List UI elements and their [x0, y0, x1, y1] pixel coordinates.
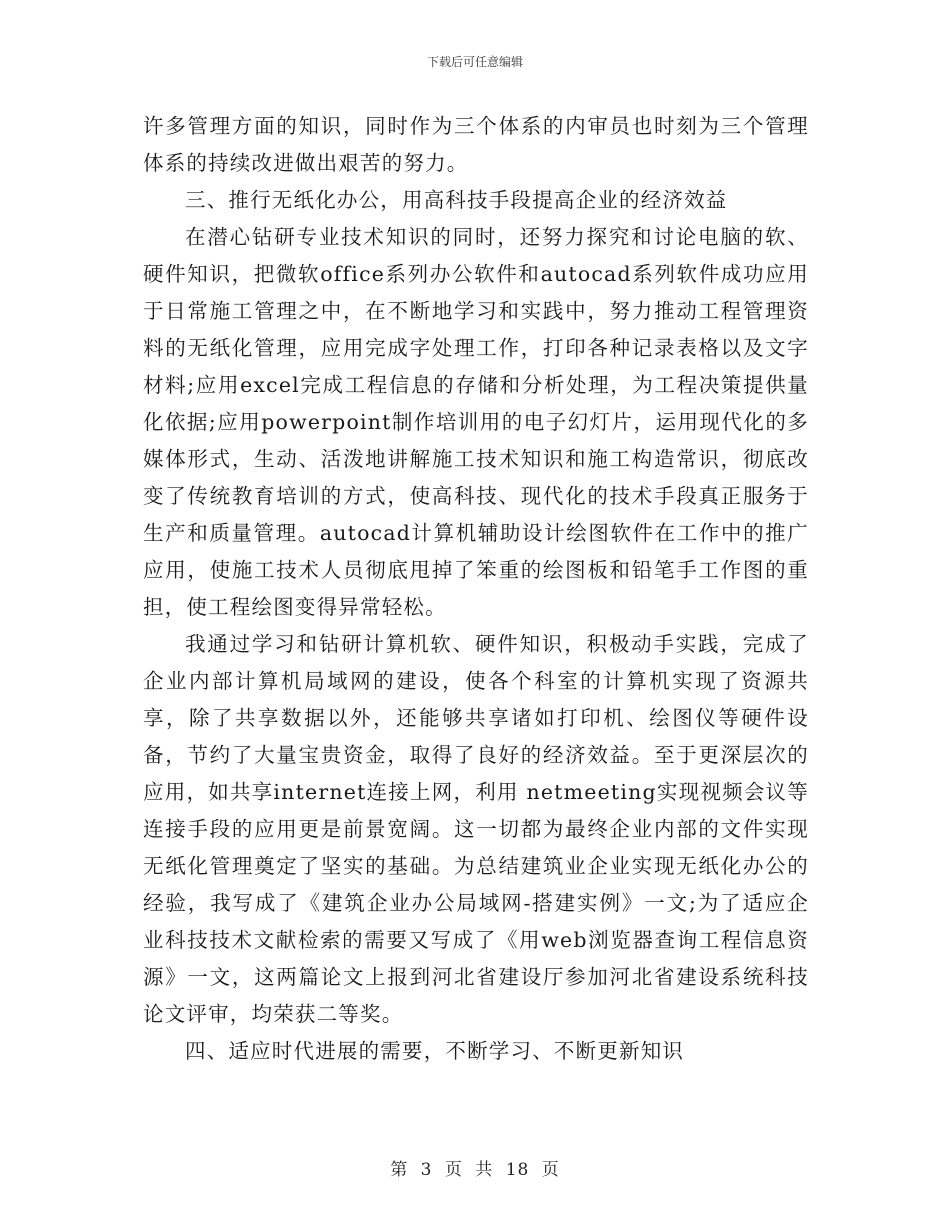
paragraph-continuation: 许多管理方面的知识，同时作为三个体系的内审员也时刻为三个管理体系的持续改进做出艰苦的努力。	[143, 114, 809, 175]
section-heading-3: 三、推行无纸化办公，用高科技手段提高企业的经济效益	[185, 188, 728, 212]
page-footer: 第 3 页 共 18 页	[390, 1160, 560, 1180]
section-heading-4: 四、适应时代进展的需要，不断学习、不断更新知识	[185, 1039, 685, 1063]
document-body	[143, 108, 809, 1070]
paragraph-lan-construction: 我通过学习和钻研计算机软、硬件知识，积极动手实践，完成了企业内部计算机局域网的建设，使各个科室的计算机实现了资源共享，除了共享数据以外，还能够共享诸如打印机、绘图仪等硬件设备，节约了大量宝贵资金，取得了良好的经济效益。至于更深层次的应用，如共享internet连接上网，利用 netmeeting实现视频会议等连接手段的应用更是前景宽阔。这一切都为最终企业内部的文件实现无纸化管理奠定了坚实的基础。为总结建筑业企业实现无纸化办公的经验，我写成了《建筑企业办公局域网-搭建实例》一文;为了适应企业科技技术文献检索的需要又写成了《用web浏览器查询工程信息资源》一文，这两篇论文上报到河北省建设厅参加河北省建设系统科技论文评审，均荣获二等奖。	[143, 632, 809, 1026]
page-header: 下载后可任意编辑	[426, 55, 523, 69]
paragraph-software-usage: 在潜心钻研专业技术知识的同时，还努力探究和讨论电脑的软、硬件知识，把微软office系列办公软件和autocad系列软件成功应用于日常施工管理之中，在不断地学习和实践中，努力推动工程管理资料的无纸化管理，应用完成字处理工作，打印各种记录表格以及文字材料;应用excel完成工程信息的存储和分析处理，为工程决策提供量化依据;应用powerpoint制作培训用的电子幻灯片，运用现代化的多媒体形式，生动、活泼地讲解施工技术知识和施工构造常识，彻底改变了传统教育培训的方式，使高科技、现代化的技术手段真正服务于生产和质量管理。autocad计算机辅助设计绘图软件在工作中的推广应用，使施工技术人员彻底甩掉了笨重的绘图板和铅笔手工作图的重担，使工程绘图变得异常轻松。	[143, 225, 809, 619]
